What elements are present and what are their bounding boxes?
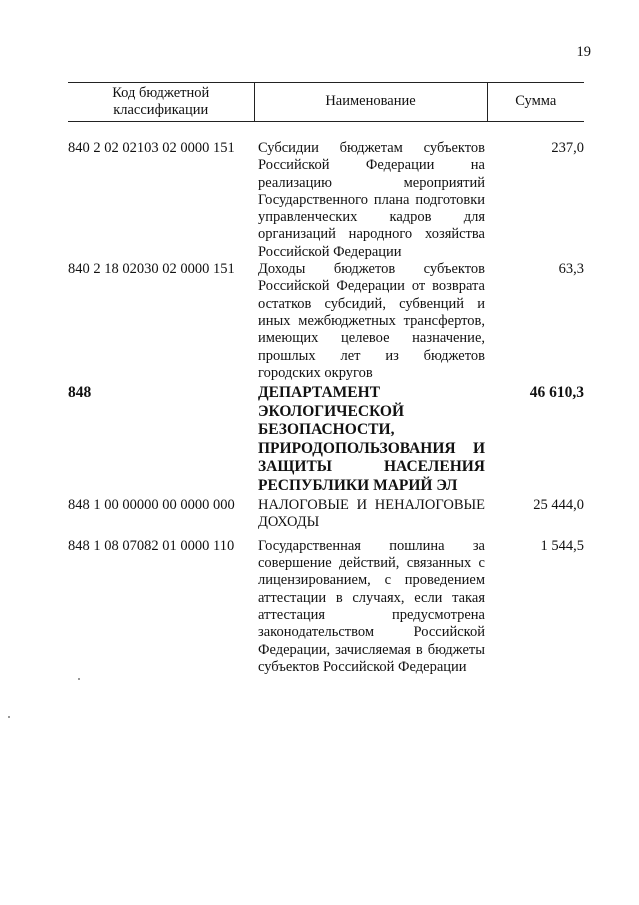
header-name: Наименование	[254, 83, 487, 122]
header-sum: Сумма	[487, 83, 584, 122]
table-row	[68, 122, 584, 262]
row-code: 848	[68, 384, 92, 402]
table-row	[68, 261, 584, 382]
budget-classification-table	[68, 82, 584, 676]
row-sum: 63,3	[558, 261, 584, 278]
table-row	[68, 532, 584, 676]
row-sum: 46 610,3	[529, 384, 584, 402]
header-code: Код бюджетной классификации	[68, 83, 254, 122]
row-sum: 1 544,5	[540, 537, 584, 554]
scan-speck	[8, 716, 10, 718]
table-row-department	[68, 382, 584, 495]
table-header	[68, 83, 584, 122]
row-name: Государственная пошлина за совершение действий, связанных с лицензированием, с проведением аттестации в случаях, если такая аттестация предусмотрена законодательством Российской Федерации, зачисляемая в бюджеты субъектов Российской Федерации	[258, 537, 485, 675]
row-code: 840 2 18 02030 02 0000 151	[68, 261, 235, 278]
table-row	[68, 495, 584, 532]
row-sum: 25 444,0	[533, 497, 584, 514]
row-name: НАЛОГОВЫЕ И НЕНАЛОГОВЫЕ ДОХОДЫ	[258, 497, 485, 531]
row-code: 840 2 02 02103 02 0000 151	[68, 140, 235, 156]
row-name: Доходы бюджетов субъектов Российской Федерации от возврата остатков субсидий, субвенций и иных межбюджетных трансфертов, имеющих целевое назначение, прошлых лет из бюджетов городских округов	[258, 261, 485, 381]
scan-speck	[78, 678, 80, 680]
row-name: ДЕПАРТАМЕНТ ЭКОЛОГИЧЕСКОЙ БЕЗОПАСНОСТИ, ПРИРОДОПОЛЬЗОВАНИЯ И ЗАЩИТЫ НАСЕЛЕНИЯ РЕСПУБЛИКИ МАРИЙ ЭЛ	[258, 384, 485, 494]
header-row	[68, 83, 584, 122]
table-body	[68, 122, 584, 677]
row-code: 848 1 00 00000 00 0000 000	[68, 497, 235, 514]
row-sum: 237,0	[551, 140, 584, 156]
row-name: Субсидии бюджетам субъектов Российской Федерации на реализацию мероприятий Государственного плана подготовки управленческих кадров для организаций народного хозяйства Российской Федерации	[258, 140, 485, 260]
page-number: 19	[576, 44, 591, 60]
row-code: 848 1 08 07082 01 0000 110	[68, 537, 235, 554]
